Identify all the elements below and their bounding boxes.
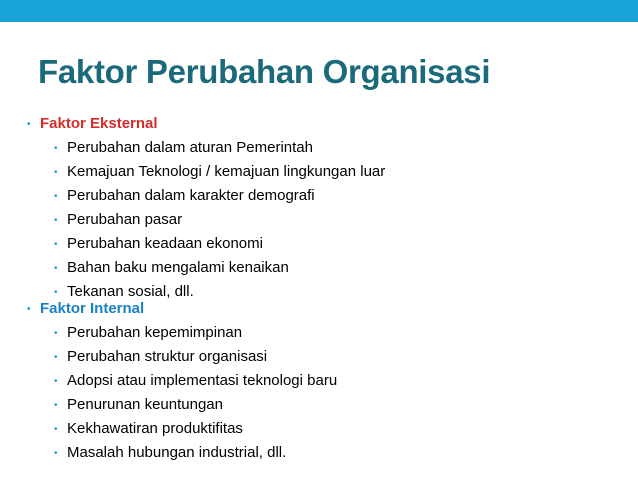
- list-item-text: Perubahan keadaan ekonomi: [67, 235, 263, 252]
- bullet-icon: •: [27, 304, 31, 315]
- bullet-icon: •: [54, 263, 58, 274]
- list-item: [54, 444, 286, 463]
- bullet-icon: •: [54, 424, 58, 435]
- list-item: [54, 235, 263, 254]
- section-heading-external-text: Faktor Eksternal: [40, 115, 158, 132]
- list-item: [54, 396, 223, 415]
- bullet-icon: •: [54, 448, 58, 459]
- bullet-icon: •: [54, 352, 58, 363]
- list-item: [54, 211, 182, 230]
- bullet-icon: •: [54, 191, 58, 202]
- list-item: [54, 163, 385, 182]
- bullet-icon: •: [54, 287, 58, 298]
- list-item-text: Bahan baku mengalami kenaikan: [67, 259, 289, 276]
- list-item-text: Masalah hubungan industrial, dll.: [67, 444, 287, 461]
- list-item-text: Penurunan keuntungan: [67, 396, 223, 413]
- list-item: [54, 187, 315, 206]
- bullet-icon: •: [54, 143, 58, 154]
- section-heading-internal: [27, 300, 144, 319]
- list-item: [54, 372, 337, 391]
- list-item: [54, 324, 242, 343]
- list-item: [54, 348, 267, 367]
- bullet-icon: •: [54, 215, 58, 226]
- bullet-icon: •: [54, 328, 58, 339]
- list-item: [54, 420, 243, 439]
- bullet-icon: •: [54, 239, 58, 250]
- list-item-text: Kemajuan Teknologi / kemajuan lingkungan luar: [67, 163, 386, 180]
- section-heading-external: [27, 115, 158, 134]
- list-item-text: Adopsi atau implementasi teknologi baru: [67, 372, 338, 389]
- list-item-text: Kekhawatiran produktifitas: [67, 420, 243, 437]
- list-item-text: Perubahan kepemimpinan: [67, 324, 243, 341]
- bullet-icon: •: [54, 400, 58, 411]
- top-accent-bar: [0, 0, 638, 22]
- list-item-text: Perubahan struktur organisasi: [67, 348, 268, 365]
- list-item-text: Perubahan dalam karakter demografi: [67, 187, 315, 204]
- bullet-icon: •: [54, 376, 58, 387]
- list-item: [54, 259, 289, 278]
- bullet-icon: •: [54, 167, 58, 178]
- section-heading-internal-text: Faktor Internal: [40, 300, 145, 317]
- list-item: [54, 139, 313, 158]
- list-item-text: Perubahan pasar: [67, 211, 183, 228]
- bullet-icon: •: [27, 119, 31, 130]
- list-item-text: Perubahan dalam aturan Pemerintah: [67, 139, 313, 156]
- slide-title: Faktor Perubahan Organisasi: [38, 53, 491, 90]
- list-item-text: Tekanan sosial, dll.: [67, 283, 194, 300]
